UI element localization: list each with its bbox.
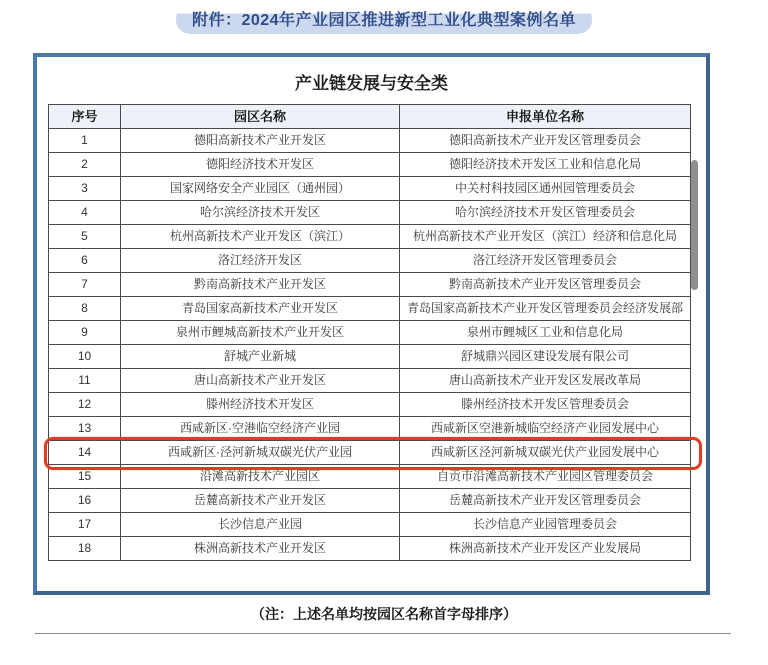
scrollbar-thumb[interactable]	[691, 160, 698, 290]
table-row	[49, 201, 691, 225]
park-name-cell: 沿滩高新技术产业园区	[121, 465, 400, 489]
table-row	[49, 441, 691, 465]
appendix-title-wrap	[0, 5, 768, 34]
table-row	[49, 321, 691, 345]
park-name-cell: 唐山高新技术产业开发区	[121, 369, 400, 393]
park-name-cell: 黔南高新技术产业开发区	[121, 273, 400, 297]
park-name-cell: 滕州经济技术开发区	[121, 393, 400, 417]
table-row	[49, 249, 691, 273]
table-row	[49, 369, 691, 393]
table-title: 产业链发展与安全类	[295, 74, 448, 93]
footnote: （注：上述名单均按园区名称首字母排序）	[251, 606, 517, 622]
table-row	[49, 345, 691, 369]
unit-name-cell: 舒城鼎兴园区建设发展有限公司	[400, 345, 691, 369]
unit-name-cell: 唐山高新技术产业开发区发展改革局	[400, 369, 691, 393]
unit-name-cell: 滕州经济技术开发区管理委员会	[400, 393, 691, 417]
appendix-title: 附件：2024年产业园区推进新型工业化典型案例名单	[176, 5, 592, 34]
row-number-cell: 12	[49, 393, 121, 417]
unit-name-cell: 德阳经济技术开发区工业和信息化局	[400, 153, 691, 177]
row-number-cell: 4	[49, 201, 121, 225]
park-name-cell: 国家网络安全产业园区（通州园）	[121, 177, 400, 201]
unit-name-cell: 西咸新区泾河新城双碳光伏产业园发展中心	[400, 441, 691, 465]
park-name-cell: 西咸新区·空港临空经济产业园	[121, 417, 400, 441]
unit-name-cell: 泉州市鲤城区工业和信息化局	[400, 321, 691, 345]
column-header: 申报单位名称	[400, 105, 691, 129]
table-row	[49, 177, 691, 201]
row-number-cell: 13	[49, 417, 121, 441]
unit-name-cell: 德阳高新技术产业开发区管理委员会	[400, 129, 691, 153]
table-row	[49, 153, 691, 177]
park-name-cell: 株洲高新技术产业开发区	[121, 537, 400, 561]
row-number-cell: 11	[49, 369, 121, 393]
park-name-cell: 德阳高新技术产业开发区	[121, 129, 400, 153]
unit-name-cell: 岳麓高新技术产业开发区管理委员会	[400, 489, 691, 513]
bottom-divider	[35, 633, 731, 634]
unit-name-cell: 西咸新区空港新城临空经济产业园发展中心	[400, 417, 691, 441]
column-header: 序号	[49, 105, 121, 129]
unit-name-cell: 自贡市沿滩高新技术产业园区管理委员会	[400, 465, 691, 489]
unit-name-cell: 杭州高新技术产业开发区（滨江）经济和信息化局	[400, 225, 691, 249]
row-number-cell: 18	[49, 537, 121, 561]
table-row	[49, 537, 691, 561]
table-row	[49, 297, 691, 321]
row-number-cell: 8	[49, 297, 121, 321]
park-name-cell: 舒城产业新城	[121, 345, 400, 369]
row-number-cell: 5	[49, 225, 121, 249]
table-row	[49, 273, 691, 297]
park-name-cell: 泉州市鲤城高新技术产业开发区	[121, 321, 400, 345]
table-header-row	[49, 105, 691, 129]
row-number-cell: 14	[49, 441, 121, 465]
unit-name-cell: 青岛国家高新技术产业开发区管理委员会经济发展部	[400, 297, 691, 321]
row-number-cell: 1	[49, 129, 121, 153]
park-name-cell: 哈尔滨经济技术开发区	[121, 201, 400, 225]
park-name-cell: 西咸新区·泾河新城双碳光伏产业园	[121, 441, 400, 465]
unit-name-cell: 黔南高新技术产业开发区管理委员会	[400, 273, 691, 297]
row-number-cell: 9	[49, 321, 121, 345]
row-number-cell: 15	[49, 465, 121, 489]
row-number-cell: 7	[49, 273, 121, 297]
unit-name-cell: 洛江经济开发区管理委员会	[400, 249, 691, 273]
case-table	[48, 104, 691, 561]
column-header: 园区名称	[121, 105, 400, 129]
table-body	[49, 129, 691, 561]
table-row	[49, 393, 691, 417]
row-number-cell: 10	[49, 345, 121, 369]
unit-name-cell: 长沙信息产业园管理委员会	[400, 513, 691, 537]
row-number-cell: 2	[49, 153, 121, 177]
table-row	[49, 513, 691, 537]
park-name-cell: 长沙信息产业园	[121, 513, 400, 537]
table-row	[49, 225, 691, 249]
row-number-cell: 3	[49, 177, 121, 201]
park-name-cell: 洛江经济开发区	[121, 249, 400, 273]
table-row	[49, 129, 691, 153]
table-row	[49, 465, 691, 489]
park-name-cell: 杭州高新技术产业开发区（滨江）	[121, 225, 400, 249]
unit-name-cell: 中关村科技园区通州园管理委员会	[400, 177, 691, 201]
park-name-cell: 德阳经济技术开发区	[121, 153, 400, 177]
row-number-cell: 6	[49, 249, 121, 273]
row-number-cell: 17	[49, 513, 121, 537]
unit-name-cell: 株洲高新技术产业开发区产业发展局	[400, 537, 691, 561]
table-row	[49, 417, 691, 441]
row-number-cell: 16	[49, 489, 121, 513]
park-name-cell: 岳麓高新技术产业开发区	[121, 489, 400, 513]
unit-name-cell: 哈尔滨经济技术开发区管理委员会	[400, 201, 691, 225]
table-row	[49, 489, 691, 513]
park-name-cell: 青岛国家高新技术产业开发区	[121, 297, 400, 321]
table-card	[33, 53, 710, 595]
